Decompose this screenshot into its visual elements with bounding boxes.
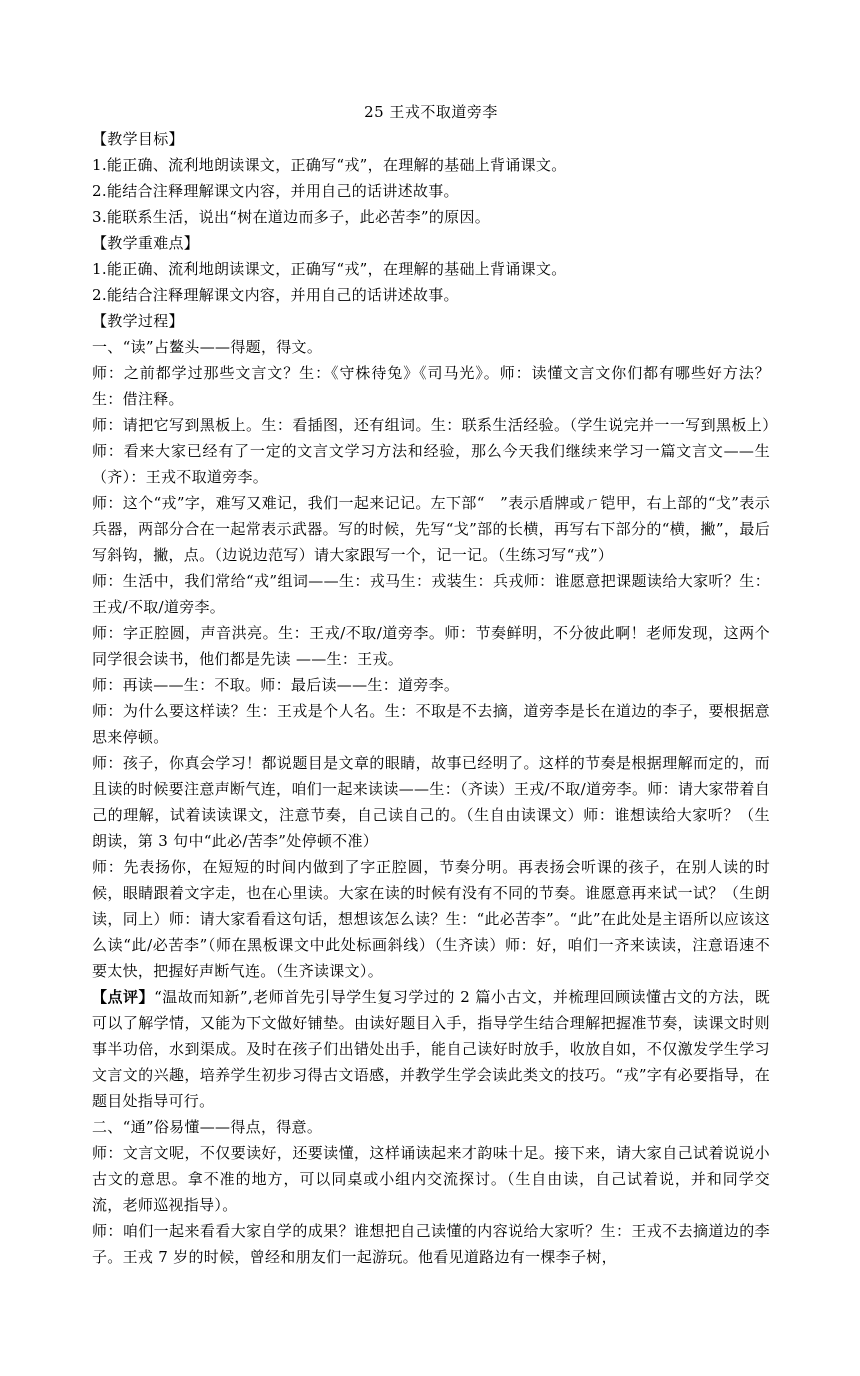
goal-item: 2.能结合注释理解课文内容，并用自己的话讲述故事。 [92, 182, 459, 200]
dialogue-paragraph: 师：生活中，我们常给“戎”组词——生：戎马生：戎装生：兵戎师：谁愿意把课题读给大家听？生：王戎/不取/道旁李。 [92, 572, 770, 616]
dialogue-paragraph: 师：文言文呢，不仅要读好，还要读懂，这样诵读起来才韵味十足。接下来，请大家自己试着说说小古文的意思。拿不准的地方，可以同桌或小组内交流探讨。（生自由读，自己试着说，并和同学交流，老师巡视指导）。 [92, 1144, 770, 1214]
goals-heading: 【教学目标】 [92, 130, 184, 148]
dialogue-paragraph: 师：再读——生：不取。师：最后读——生：道旁李。 [92, 676, 460, 694]
dialogue-paragraph: 师：之前都学过那些文言文？生：《守株待兔》《司马光》。师：读懂文言文你们都有哪些好方法？生：借注释。 [92, 364, 770, 408]
dialogue-paragraph: 师：这个“戎”字，难写又难记，我们一起来记记。左下部“ ”表示盾牌或ㄏ铠甲，右上部的“戈”表示兵器，两部分合在一起常表示武器。写的时候，先写“戈”部的长横，再写右下部分的“横，撇”，最后写斜钩，撇，点。（边说边范写）请大家跟写一个，记一记。（生练习写“戎”） [92, 494, 770, 564]
process-heading: 【教学过程】 [92, 312, 184, 330]
dialogue-paragraph: 师：孩子，你真会学习！都说题目是文章的眼睛，故事已经明了。这样的节奏是根据理解而定的，而且读的时候要注意声断气连，咱们一起来读读——生：（齐读）王戎/不取/道旁李。师：请大家带着自己的理解，试着读读课文，注意节奏，自己读自己的。（生自由读课文）师：谁想读给大家听？（生朗读，第 3 句中“此必/苦李”处停顿不准） [92, 754, 770, 850]
dialogue-paragraph: 师：字正腔圆，声音洪亮。生：王戎/不取/道旁李。师：节奏鲜明，不分彼此啊！老师发现，这两个同学很会读书，他们都是先读 ——生：王戎。 [92, 624, 770, 668]
dialogue-paragraph: 师：先表扬你，在短短的时间内做到了字正腔圆，节奏分明。再表扬会听课的孩子，在别人读的时候，眼睛跟着文字走，也在心里读。大家在读的时候有没有不同的节奏。谁愿意再来试一试？（生朗读，同上）师：请大家看看这句话，想想该怎么读？生：“此必苦李”。“此”在此处是主语所以应该这么读“此/必苦李”（师在黑板课文中此处标画斜线）（生齐读）师：好，咱们一齐来读读，注意语速不要太快，把握好声断气连。（生齐读课文）。 [92, 858, 770, 980]
document-title: 25 王戎不取道旁李 [364, 103, 498, 121]
keypoint-item: 1.能正确、流利地朗读课文，正确写“戎”，在理解的基础上背诵课文。 [92, 260, 567, 278]
goal-item: 1.能正确、流利地朗读课文，正确写“戎”，在理解的基础上背诵课文。 [92, 156, 567, 174]
comment-text: “温故而知新”,老师首先引导学生复习学过的 2 篇小古文，并梳理回顾读懂古文的方法，既可以了解学情，又能为下文做好铺垫。由读好题目入手，指导学生结合理解把握准节奏，读课文时则事半功倍，水到渠成。及时在孩子们出错处出手，能自己读好时放手，收放自如，不仅激发学生学习文言文的兴趣，培养学生初步习得古文语感，并教学生学会读此类文的技巧。“戎”字有必要指导，在题目处指导可行。 [92, 988, 771, 1110]
dialogue-paragraph: 师：请把它写到黑板上。生：看插图，还有组词。生：联系生活经验。（学生说完并一一写到黑板上）师：看来大家已经有了一定的文言文学习方法和经验，那么今天我们继续来学习一篇文言文——生（齐）：王戎不取道旁李。 [92, 416, 770, 486]
section-heading: 一、“读”占鳌头——得题，得文。 [92, 338, 323, 356]
goal-item: 3.能联系生活，说出“树在道边而多子，此必苦李”的原因。 [92, 208, 491, 226]
keypoints-heading: 【教学重难点】 [92, 234, 200, 252]
dialogue-paragraph: 师：为什么要这样读？生：王戎是个人名。生：不取是不去摘，道旁李是长在道边的李子，要根据意思来停顿。 [92, 702, 770, 746]
comment-tag: 【点评】 [92, 988, 155, 1006]
dialogue-paragraph: 师：咱们一起来看看大家自学的成果？谁想把自己读懂的内容说给大家听？生：王戎不去摘道边的李子。王戎 7 岁的时候，曾经和朋友们一起游玩。他看见道路边有一棵李子树， [92, 1222, 770, 1266]
keypoint-item: 2.能结合注释理解课文内容，并用自己的话讲述故事。 [92, 286, 459, 304]
section-heading: 二、“通”俗易懂——得点，得意。 [92, 1118, 323, 1136]
comment-paragraph [92, 984, 770, 1114]
